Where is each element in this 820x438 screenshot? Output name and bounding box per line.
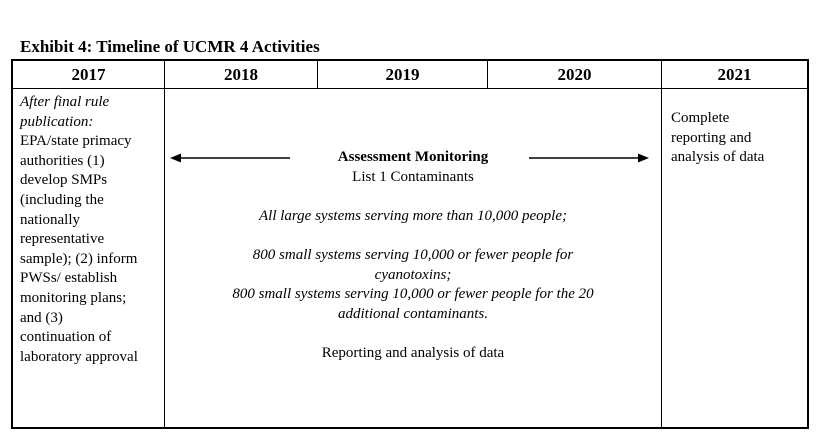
year-header-2017: 2017 bbox=[71, 65, 106, 84]
small-systems-additional-line2: additional contaminants. bbox=[338, 306, 488, 322]
col-2017-line: authorities (1) bbox=[20, 152, 105, 169]
year-header-2018: 2018 bbox=[224, 65, 258, 84]
divider-2020-2021 bbox=[661, 59, 662, 428]
year-header-2020: 2020 bbox=[557, 65, 592, 84]
divider-2017-2018 bbox=[164, 59, 165, 428]
col-2017-line: PWSs/ establish bbox=[20, 270, 118, 287]
col-2017-text bbox=[20, 93, 160, 367]
col-2021-line: analysis of data bbox=[671, 149, 765, 166]
col-2017-line: EPA/state primacy bbox=[20, 133, 132, 150]
left-arrow-icon bbox=[170, 151, 292, 165]
col-2017-line: nationally bbox=[20, 211, 80, 228]
col-2021-text bbox=[671, 109, 806, 168]
col-2017-line: representative bbox=[20, 231, 105, 248]
col-2017-line: continuation of bbox=[20, 329, 112, 346]
year-header-2019: 2019 bbox=[385, 65, 420, 84]
small-systems-cyanotoxins-line2: cyanotoxins; bbox=[374, 267, 452, 283]
list-1-contaminants: List 1 Contaminants bbox=[352, 169, 474, 185]
col-2017-line: and (3) bbox=[20, 309, 63, 326]
exhibit-title: Exhibit 4: Timeline of UCMR 4 Activities bbox=[20, 37, 320, 56]
col-2017-italic-line: publication: bbox=[20, 113, 94, 130]
col-2017-italic-line: After final rule bbox=[20, 94, 110, 110]
right-arrow-icon bbox=[527, 151, 649, 165]
col-2017-line: monitoring plans; bbox=[20, 289, 127, 306]
col-2017-line: sample); (2) inform bbox=[20, 250, 138, 267]
col-2017-line: laboratory approval bbox=[20, 348, 138, 365]
year-header-2021: 2021 bbox=[717, 65, 752, 84]
col-2021-line: reporting and bbox=[671, 129, 752, 146]
small-systems-additional-line1: 800 small systems serving 10,000 or fewer people for the 20 bbox=[232, 286, 594, 302]
col-2017-line: (including the bbox=[20, 191, 104, 208]
col-2017-line: develop SMPs bbox=[20, 172, 108, 189]
header-divider bbox=[11, 88, 809, 89]
large-systems-text: All large systems serving more than 10,000 people; bbox=[258, 208, 567, 224]
assessment-monitoring-heading: Assessment Monitoring bbox=[337, 149, 489, 165]
small-systems-cyanotoxins-line1: 800 small systems serving 10,000 or fewer people for bbox=[252, 247, 574, 263]
col-2021-line: Complete bbox=[671, 110, 730, 126]
reporting-analysis-text: Reporting and analysis of data bbox=[321, 345, 505, 361]
